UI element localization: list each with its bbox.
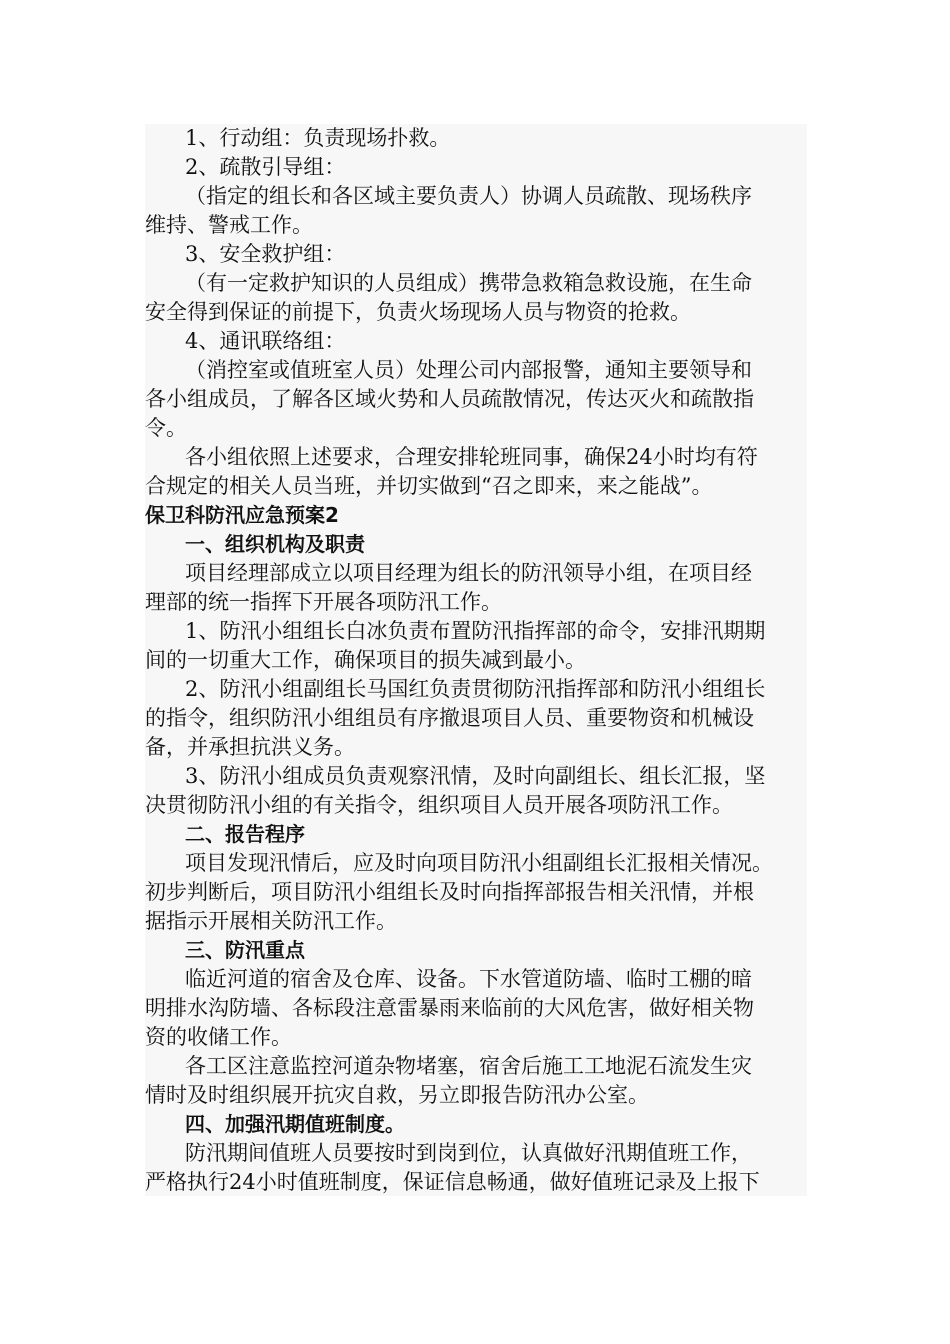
document-text-block: [145, 124, 807, 1196]
section-heading: 三、防汛重点: [185, 938, 305, 962]
paragraph-line: 项目经理部成立以项目经理为组长的防汛领导小组，在项目经: [185, 561, 752, 585]
paragraph-line: 维持、警戒工作。: [145, 213, 313, 237]
paragraph-line: 各小组依照上述要求，合理安排轮班同事，确保24小时均有符: [185, 445, 758, 469]
paragraph-line: 3、防汛小组成员负责观察汛情，及时向副组长、组长汇报，坚: [185, 764, 766, 788]
paragraph-line: 防汛期间值班人员要按时到岗到位，认真做好汛期值班工作，: [185, 1141, 752, 1165]
paragraph-line: 安全得到保证的前提下，负责火场现场人员与物资的抢救。: [145, 300, 691, 324]
paragraph-line: 1、防汛小组组长白冰负责布置防汛指挥部的命令，安排汛期期: [185, 619, 766, 643]
paragraph-line: 3、安全救护组：: [185, 242, 346, 266]
paragraph-line: 2、防汛小组副组长马国红负责贯彻防汛指挥部和防汛小组组长: [185, 677, 766, 701]
paragraph-line: 各工区注意监控河道杂物堵塞，宿舍后施工工地泥石流发生灾: [185, 1054, 752, 1078]
section-title: 保卫科防汛应急预案2: [145, 503, 339, 527]
section-heading: 一、组织机构及职责: [185, 532, 365, 556]
paragraph-line: 备，并承担抗洪义务。: [145, 735, 355, 759]
section-heading: 四、加强汛期值班制度。: [185, 1112, 405, 1136]
paragraph-line: 明排水沟防墙、各标段注意雷暴雨来临前的大风危害，做好相关物: [145, 996, 754, 1020]
paragraph-line: 项目发现汛情后，应及时向项目防汛小组副组长汇报相关情况。: [185, 851, 773, 875]
paragraph-line: 理部的统一指挥下开展各项防汛工作。: [145, 590, 502, 614]
paragraph-line: 间的一切重大工作，确保项目的损失减到最小。: [145, 648, 586, 672]
paragraph-line: 令。: [145, 416, 187, 440]
section-heading: 二、报告程序: [185, 822, 305, 846]
paragraph-line: （有一定救护知识的人员组成）携带急救箱急救设施，在生命: [185, 271, 752, 295]
paragraph-line: 4、通讯联络组：: [185, 329, 346, 353]
paragraph-line: 决贯彻防汛小组的有关指令，组织项目人员开展各项防汛工作。: [145, 793, 733, 817]
paragraph-line: 1、行动组：负责现场扑救。: [185, 126, 451, 150]
paragraph-line: 初步判断后，项目防汛小组组长及时向指挥部报告相关汛情，并根: [145, 880, 754, 904]
paragraph-line: 2、疏散引导组：: [185, 155, 346, 179]
paragraph-line: 据指示开展相关防汛工作。: [145, 909, 397, 933]
paragraph-line: 的指令，组织防汛小组组员有序撤退项目人员、重要物资和机械设: [145, 706, 754, 730]
paragraph-line: 情时及时组织展开抗灾自救，另立即报告防汛办公室。: [145, 1083, 649, 1107]
paragraph-line: （消控室或值班室人员）处理公司内部报警，通知主要领导和: [185, 358, 752, 382]
paragraph-line: 严格执行24小时值班制度，保证信息畅通，做好值班记录及上报下: [145, 1170, 760, 1194]
paragraph-line: 各小组成员，了解各区域火势和人员疏散情况，传达灭火和疏散指: [145, 387, 754, 411]
paragraph-line: 合规定的相关人员当班，并切实做到“召之即来，来之能战”。: [145, 474, 713, 498]
paragraph-line: 临近河道的宿舍及仓库、设备。下水管道防墙、临时工棚的暗: [185, 967, 752, 991]
paragraph-line: 资的收储工作。: [145, 1025, 292, 1049]
paragraph-line: （指定的组长和各区域主要负责人）协调人员疏散、现场秩序: [185, 184, 752, 208]
